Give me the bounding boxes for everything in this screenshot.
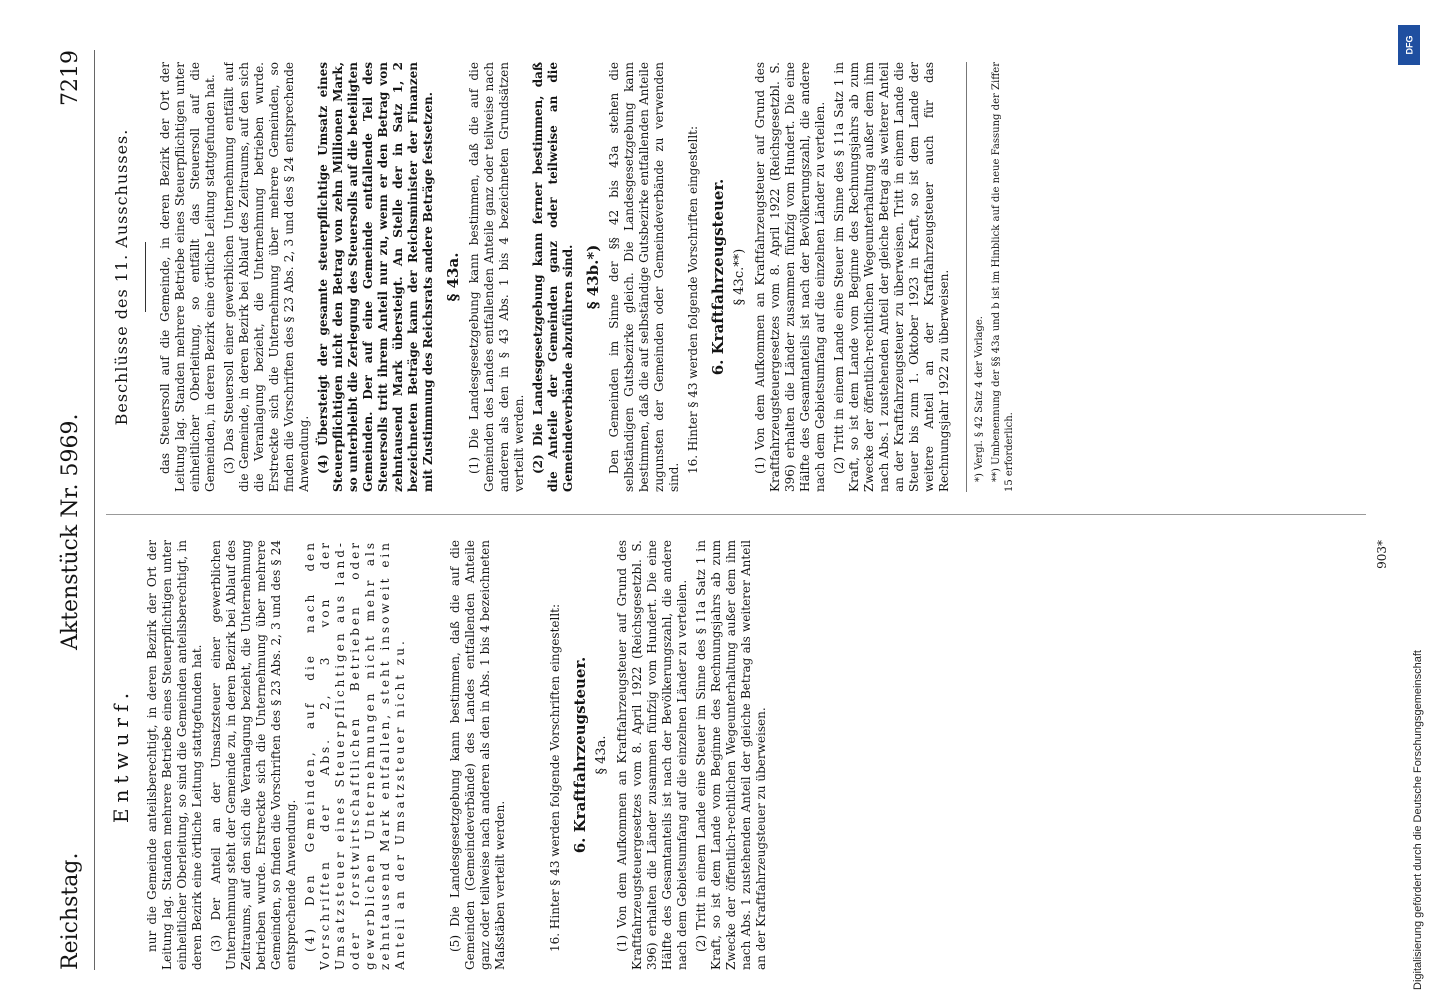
committee-section-heading: 6. Kraftfahrzeugsteuer. [709,178,727,376]
header-left: Reichstag. [58,852,83,970]
draft-paragraph: 16. Hinter § 43 werden folgende Vorschriften eingestellt: [548,603,562,952]
committee-paragraph: (4) Übersteigt der gesamte steuerpflichtige Umsatz eines Steuerpflichtigen nicht den Betrag von zehn Millionen Mark, so unterbleibt die Zerlegung des Steuersolls auf die beteiligten Gemeinden. Der auf eine Gemeinde entfallende Teil des Steuersolls tritt ihrem Anteil nur zu, wenn er den Betrag von zehntausend Mark übersteigt. An Stelle der in Satz 1, 2 bezeichneten Beträge kann der Reichsminister der Finanzen mit Zustimmung des Reichsrats andere Beträge festsetzen. [316,62,435,492]
dfg-side-label [1384,25,1424,995]
committee-paragraph: (2) Tritt in einem Lande eine Steuer im Sinne des § 11a Satz 1 in Kraft, so ist dem Lande vom Beginne des Rechnungsjahrs ab zum Zwecke der öffentlich-rechtlichen Wegeunterhaltung außer dem ihm nach Abs. 1 zustehenden Anteil der gleiche Betrag als weiterer Anteil an der Kraftfahrzeugsteuer zu überweisen. Tritt in einem Lande die Steuer bis zum 1. Oktober 1923 in Kraft, so ist dem Lande der weitere Anteil an der Kraftfahrzeugsteuer auch für das Rechnungsjahr 1922 zu überweisen. [832,62,951,492]
page-header [50,50,95,970]
draft-paragraph: (5) Die Landesgesetzgebung kann bestimmen, daß die auf die Gemeinden (Gemeindeverbände) des Landes entfallenden Anteile ganz oder teilweise nach anderen als den in Abs. 1 bis 4 bezeichneten Maßstäben verteilt werden. [448,540,507,970]
committee-paragraph: Den Gemeinden im Sinne der §§ 42 bis 43a stehen die selbständigen Gutsbezirke gleich. Die Landesgesetzgebung kann bestimmen, daß die auf selbständige Gutsbezirke entfallenden Anteile zugunsten der Gemeinden oder Gemeindeverbände zu verwenden sind. [607,62,681,492]
footnote: **) Umbenennung der §§ 43a und b ist im Hinblick auf die neue Fassung der Ziffer 15 erforderlich. [991,62,1015,492]
column-divider [106,514,1366,515]
draft-section-heading: 6. Kraftfahrzeugsteuer. [571,656,589,854]
draft-paragraph: (3) Der Anteil an der Umsatzsteuer einer gewerblichen Unternehmung steht der Gemeinde zu, in deren Bezirk bei Ablauf des Zeitraums, auf den sich die Veranlagung bezieht, die Unternehmung betrieben wurde. Erstreckte sich die Unternehmung über mehrere Gemeinden, so finden die Vorschriften des § 23 Abs. 2, 3 und des § 24 entsprechende Anwendung. [209,540,298,970]
committee-paragraph: 16. Hinter § 43 werden folgende Vorschriften eingestellt: [686,125,700,474]
committee-paragraph: das Steuersoll auf die Gemeinde, in deren Bezirk der Ort der Leitung lag. Standen mehrere Betriebe eines Steuerpflichtigen unter einheitlicher Oberleitung, so entfällt das Steuersoll auf die Gemeinden, in deren Bezirk eine örtliche Leitung stattgefunden hat. [158,62,217,492]
rotated-document [50,50,1400,970]
committee-title: Beschlüsse des 11. Ausschusses. [112,128,131,426]
committee-paragraph: (1) Von dem Aufkommen an Kraftfahrzeugsteuer auf Grund des Kraftfahrzeugsteuergesetzes vom 8. April 1922 (Reichsgesetzbl. S. 396) erhalten die Länder zusammen fünfzig vom Hundert. Die eine Hälfte des Gesamtanteils ist nach der Bevölkerungszahl, die andere nach dem Gebietsumfang auf die einzelnen Länder zu verteilen. [753,62,827,492]
dfg-logo: DFG [1398,25,1420,65]
section-43a-heading: § 43a. [444,252,462,302]
draft-paragraph: (2) Tritt in einem Lande eine Steuer im Sinne des § 11a Satz 1 in Kraft, so ist dem Lande vom Beginne des Rechnungsjahrs ab zum Zwecke der öffentlich-rechtlichen Wegeunterhaltung außer dem ihm nach Abs. 1 zustehenden Anteil der gleiche Betrag als weiterer Anteil an der Kraftfahrzeugsteuer zu überweisen. [694,540,768,970]
committee-column [106,62,1386,492]
draft-paragraph: (4) Den Gemeinden, auf die nach den Vorschriften der Abs. 2, 3 von der Umsatzsteuer eines Steuerpflichtigen aus land- oder forstwirtschaftlichen Betrieben oder gewerblichen Unternehmungen nicht mehr als zehntausend Mark entfallen, steht insoweit ein Anteil an der Umsatzsteuer nicht zu. [303,540,407,970]
page-bottom-number: 903* [1375,540,1389,569]
committee-paragraph: (3) Das Steuersoll einer gewerblichen Unternehmung entfällt auf die Gemeinde, in deren Bezirk bei Ablauf des Zeitraums, auf den sich die Veranlagung bezieht, die Unternehmung betrieben wurde. Erstreckte sich die Unternehmung über mehrere Gemeinden, so finden die Vorschriften des § 23 Abs. 2, 3 und des § 24 entsprechende Anwendung. [222,62,311,492]
page-number: 7219 [58,50,83,106]
section-43c-heading: § 43c.**) [732,248,747,306]
draft-column [106,540,1386,970]
draft-paragraph: nur die Gemeinde anteilsberechtigt, in deren Bezirk der Ort der Leitung lag. Standen mehrere Betriebe eines Steuerpflichtigen unter einheitlicher Oberleitung, so sind die Gemeinden anteilsberechtigt, in deren Bezirk eine örtliche Leitung stattgefunden hat. [145,540,204,970]
section-43b-heading: § 43b.*) [584,244,602,310]
footnotes [966,62,1016,492]
header-center: Aktenstück Nr. 5969. [58,413,83,650]
footnote: *) Vergl. § 42 Satz 4 der Vorlage. [974,316,985,482]
draft-section-number: § 43a. [594,735,609,775]
draft-paragraph: (1) Von dem Aufkommen an Kraftfahrzeugsteuer auf Grund des Kraftfahrzeugsteuergesetzes vom 8. April 1922 (Reichsgesetzbl. S. 396) erhalten die Länder zusammen fünfzig vom Hundert. Die eine Hälfte des Gesamtanteils ist nach der Bevölkerungszahl, die andere nach dem Gebietsumfang auf die einzelnen Länder zu verteilen. [615,540,689,970]
draft-title: Entwurf. [109,686,133,824]
committee-paragraph: (2) Die Landesgesetzgebung kann ferner bestimmen, daß die Anteile der Gemeinden ganz oder teilweise an die Gemeindeverbände abzuführen sind. [531,62,575,492]
committee-paragraph: (1) Die Landesgesetzgebung kann bestimmen, daß die auf die Gemeinden des Landes entfallenden Anteile ganz oder teilweise nach anderen als den in § 43 Abs. 1 bis 4 bezeichneten Grundsätzen verteilt werden. [467,62,526,492]
dfg-funding-text: Digitalisierung gefördert durch die Deutsche Forschungsgemeinschaft [1412,650,1424,990]
